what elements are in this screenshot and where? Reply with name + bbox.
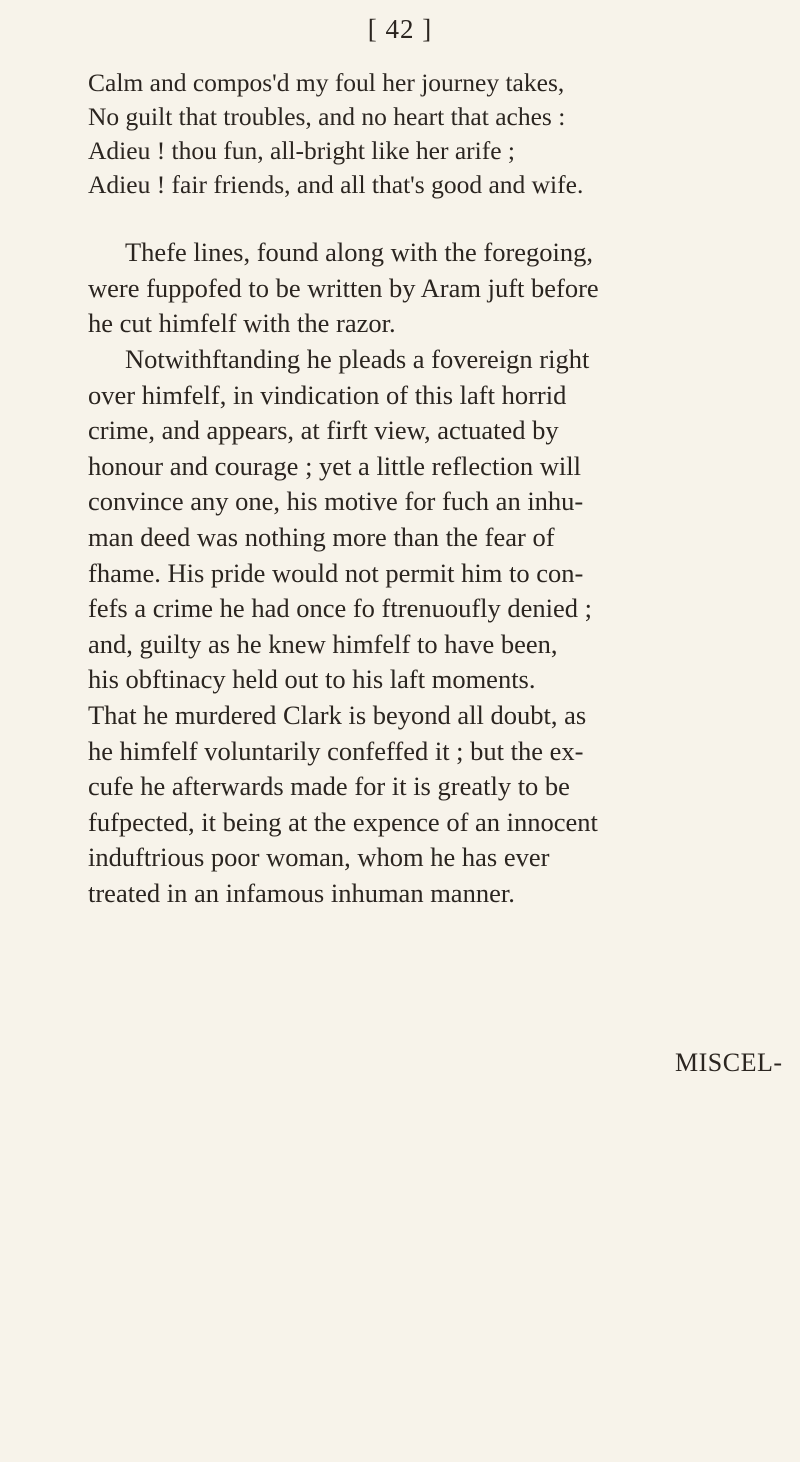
text-line: That he murdered Clark is beyond all doubt, as: [88, 699, 587, 730]
verse-line: Calm and compos'd my foul her journey takes,: [88, 68, 565, 97]
text-line: crime, and appears, at firft view, actuated by: [88, 415, 559, 446]
text-line: Notwithftanding he pleads a fovereign right: [125, 344, 590, 374]
verse-line: Adieu ! fair friends, and all that's good and wife.: [88, 170, 584, 199]
text-line: were fuppofed to be written by Aram juft before: [88, 272, 599, 303]
text-line: his obftinacy held out to his laft moments.: [88, 664, 536, 695]
page-number: [ 42 ]: [367, 14, 433, 44]
text-line: induftrious poor woman, whom he has ever: [88, 842, 550, 873]
text-line: fufpected, it being at the expence of an innocent: [88, 806, 598, 837]
text-line: fefs a crime he had once fo ftrenuoufly denied ;: [88, 593, 593, 624]
verse-line: No guilt that troubles, and no heart that aches :: [88, 102, 566, 131]
text-line: and, guilty as he knew himfelf to have been,: [88, 628, 558, 659]
text-line: honour and courage ; yet a little reflection will: [88, 450, 582, 481]
verse-line: Adieu ! thou fun, all-bright like her arife ;: [88, 136, 515, 165]
text-line: he cut himfelf with the razor.: [88, 308, 396, 339]
text-line: convince any one, his motive for fuch an inhu-: [88, 486, 584, 517]
text-line: treated in an infamous inhuman manner.: [88, 877, 515, 908]
text-line: Thefe lines, found along with the foregoing,: [125, 237, 594, 267]
catchword: MISCEL-: [675, 1048, 783, 1077]
verse-stanza: [88, 66, 768, 202]
paragraph-attribution: [88, 235, 778, 342]
text-line: cufe he afterwards made for it is greatly to be: [88, 771, 570, 802]
text-line: man deed was nothing more than the fear of: [88, 521, 555, 552]
paragraph-commentary: [88, 342, 788, 912]
text-line: fhame. His pride would not permit him to con-: [88, 557, 584, 588]
text-line: over himfelf, in vindication of this laft horrid: [88, 379, 567, 410]
text-line: he himfelf voluntarily confeffed it ; but the ex-: [88, 735, 584, 766]
